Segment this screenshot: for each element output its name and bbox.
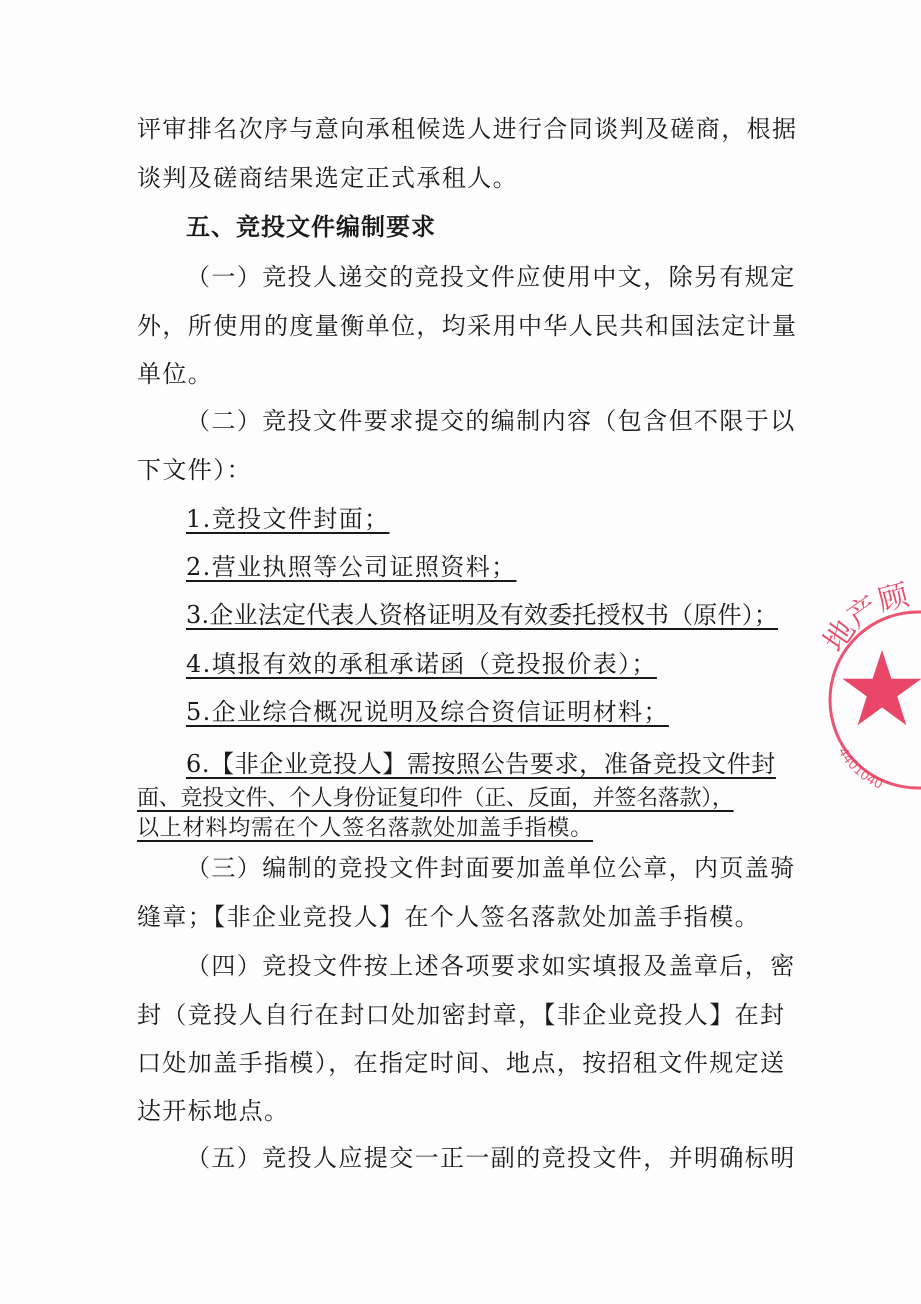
paragraph-line: 封（竞投人自行在封口处加密封章，【非企业竞投人】在封	[137, 1001, 786, 1029]
paragraph-line: 单位。	[137, 360, 214, 388]
paragraph-line: （三）编制的竞投文件封面要加盖单位公章，内页盖骑	[186, 854, 796, 882]
list-item: 2.营业执照等公司证照资料；	[186, 553, 517, 581]
list-item: 4.填报有效的承租承诺函（竞投报价表）；	[186, 650, 657, 678]
list-item: 5.企业综合概况说明及综合资信证明材料；	[186, 698, 669, 726]
paragraph-line: 达开标地点。	[137, 1097, 290, 1125]
paragraph-line: 评审排名次序与意向承租候选人进行合同谈判及磋商，根据	[137, 115, 798, 143]
seal-code-text: 4401040	[834, 745, 885, 793]
paragraph-line: 缝章；【非企业竞投人】在个人签名落款处加盖手指模。	[137, 903, 760, 931]
paragraph-line: （四）竞投文件按上述各项要求如实填报及盖章后，密	[186, 952, 796, 980]
paragraph-line: 下文件）：	[137, 456, 252, 484]
paragraph-line: （二）竞投文件要求提交的编制内容（包含但不限于以	[186, 407, 796, 435]
list-item: 6.【非企业竞投人】需按照公告要求，准备竞投文件封	[186, 750, 776, 778]
company-seal-stamp	[816, 577, 921, 793]
seal-text-top: 地产顾	[816, 577, 913, 659]
paragraph-line: 口处加盖手指模），在指定时间、地点，按招租文件规定送	[137, 1049, 786, 1077]
list-item-continued: 面、竞投文件、个人身份证复印件（正、反面，并签名落款），	[137, 786, 734, 811]
section-heading: 五、竞投文件编制要求	[186, 213, 436, 241]
list-item: 3.企业法定代表人资格证明及有效委托授权书（原件）；	[186, 601, 779, 629]
paragraph-line: 谈判及磋商结果选定正式承租人。	[137, 164, 518, 192]
paragraph-line: 外，所使用的度量衡单位，均采用中华人民共和国法定计量	[137, 312, 798, 340]
paragraph-line: （五）竞投人应提交一正一副的竞投文件，并明确标明	[186, 1144, 796, 1172]
paragraph-line: （一）竞投人递交的竞投文件应使用中文，除另有规定	[186, 263, 796, 291]
list-item-continued: 以上材料均需在个人签名落款处加盖手指模。	[137, 816, 594, 841]
list-item: 1.竞投文件封面；	[186, 505, 390, 533]
seal-star-icon	[843, 650, 921, 725]
